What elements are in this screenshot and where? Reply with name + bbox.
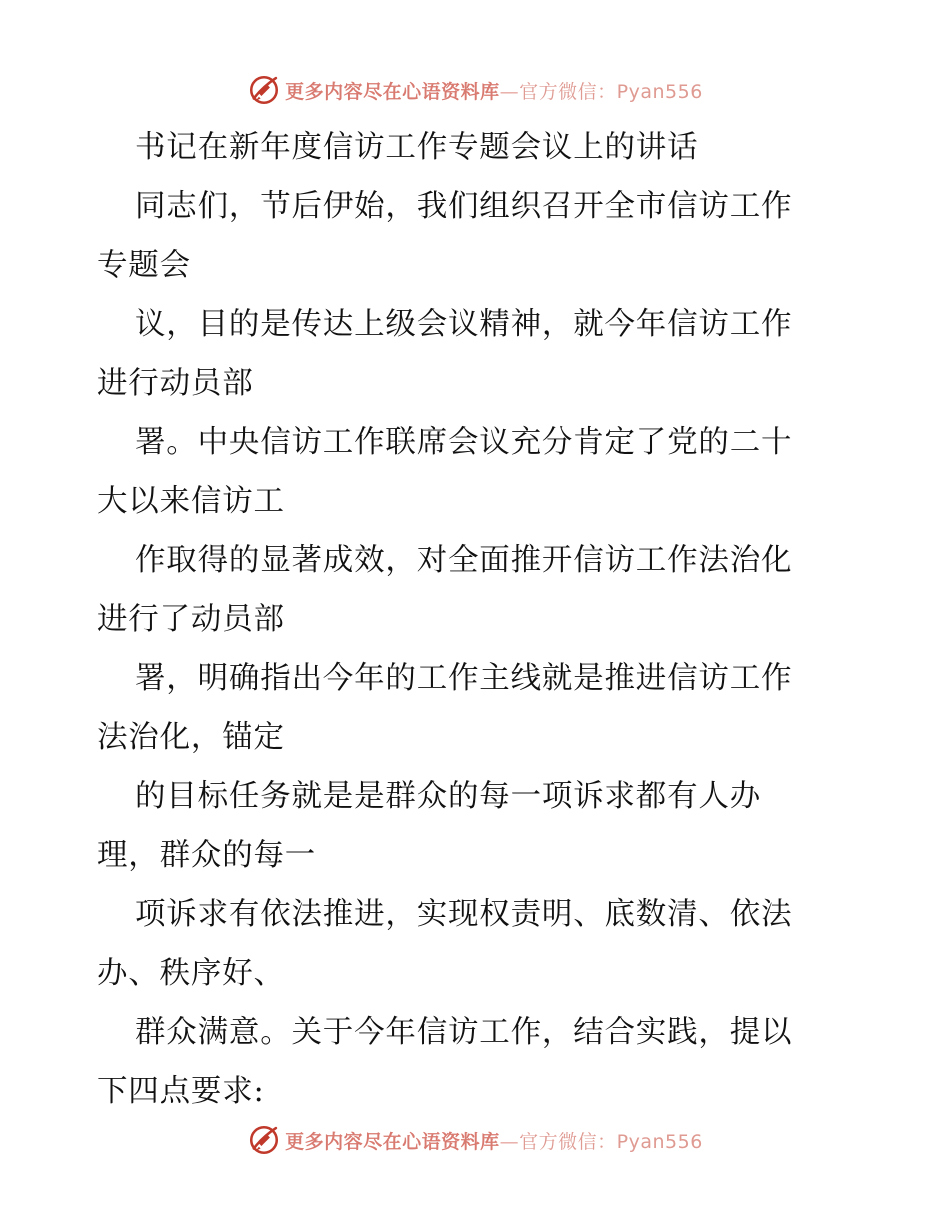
watermark-dash: — [499,1130,520,1153]
watermark-sub-text: 官方微信：Pyan556 [519,80,703,103]
text-line: 的目标任务就是是群众的每一项诉求都有人办 [135,779,761,814]
text-line: 同志们，节后伊始，我们组织召开全市信访工作 [135,189,793,224]
document-body [97,118,857,1121]
header-watermark [0,70,950,110]
watermark-dash: — [499,80,520,103]
text-line: 署。中央信访工作联席会议充分肯定了党的二十 [135,425,793,460]
text-line: 项诉求有依法推进，实现权责明、底数清、依法 [135,897,793,932]
document-title: 书记在新年度信访工作专题会议上的讲话 [135,130,699,165]
text-line: 办、秩序好、 [97,956,285,991]
text-line: 进行了动员部 [97,602,285,637]
text-line: 专题会 [97,248,191,283]
text-line: 署，明确指出今年的工作主线就是推进信访工作 [135,661,793,696]
text-line: 进行动员部 [97,366,254,401]
pen-logo-icon [247,73,281,107]
watermark-main-text: 更多内容尽在心语资料库 [285,80,500,103]
footer-watermark [0,1120,950,1160]
text-line: 作取得的显著成效，对全面推开信访工作法治化 [135,543,793,578]
text-line: 下四点要求: [97,1074,265,1109]
text-line: 大以来信访工 [97,484,285,519]
pen-logo-icon [247,1123,281,1157]
text-line: 理，群众的每一 [97,838,317,873]
watermark-sub-text: 官方微信：Pyan556 [519,1130,703,1153]
text-line: 议，目的是传达上级会议精神，就今年信访工作 [135,307,793,342]
text-line: 群众满意。关于今年信访工作，结合实践，提以 [135,1015,793,1050]
text-line: 法治化，锚定 [97,720,285,755]
watermark-main-text: 更多内容尽在心语资料库 [285,1130,500,1153]
